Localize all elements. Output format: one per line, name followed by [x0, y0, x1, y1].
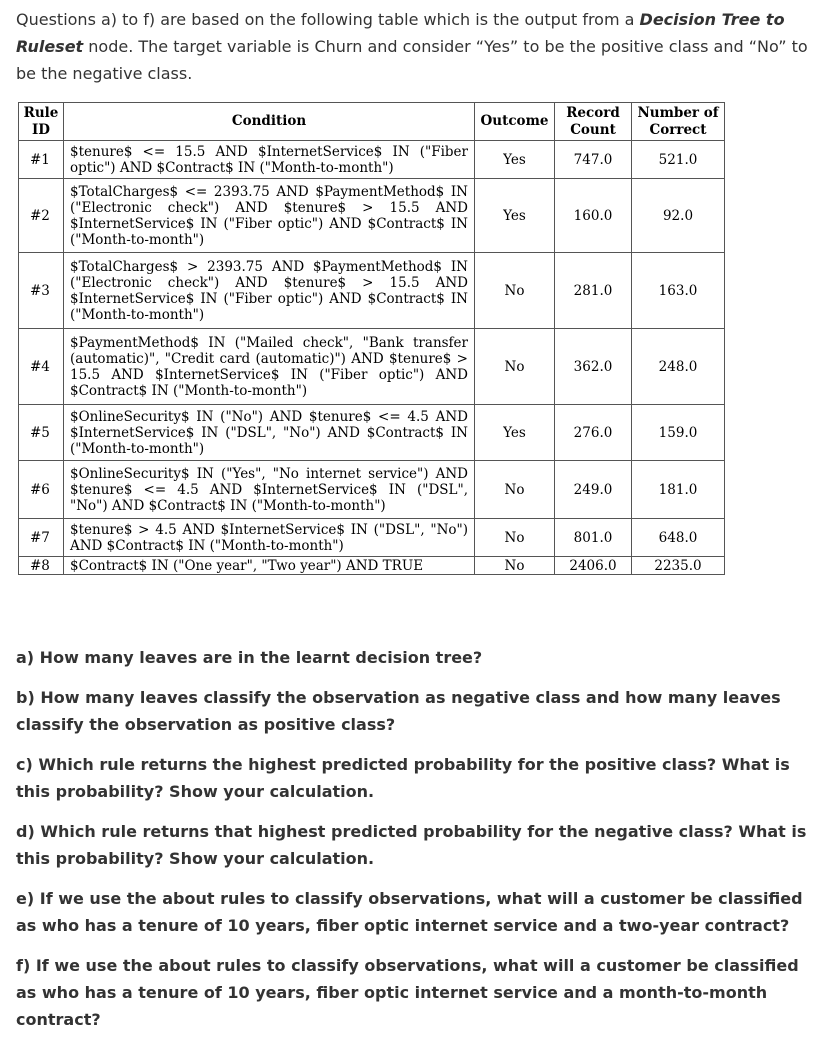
rule-outcome: No — [475, 519, 555, 557]
table-row — [19, 557, 725, 575]
rule-number-correct: 521.0 — [632, 141, 725, 179]
rule-condition: $TotalCharges$ <= 2393.75 AND $PaymentMethod$ IN ("Electronic check") AND $tenure$ > 15.5 AND $InternetService$ IN ("Fiber optic") AND $Contract$ IN ("Month-to-month") — [64, 179, 475, 253]
table-header-row — [19, 103, 725, 141]
rule-number-correct: 159.0 — [632, 405, 725, 461]
table-row — [19, 253, 725, 329]
header-rule-id: Rule ID — [19, 103, 64, 141]
rule-outcome: No — [475, 557, 555, 575]
rule-number-correct: 248.0 — [632, 329, 725, 405]
header-outcome: Outcome — [475, 103, 555, 141]
rule-record-count: 2406.0 — [555, 557, 632, 575]
rule-condition: $tenure$ <= 15.5 AND $InternetService$ IN ("Fiber optic") AND $Contract$ IN ("Month-to-month") — [64, 141, 475, 179]
rule-record-count: 801.0 — [555, 519, 632, 557]
rule-record-count: 160.0 — [555, 179, 632, 253]
rule-outcome: No — [475, 253, 555, 329]
rule-record-count: 362.0 — [555, 329, 632, 405]
rule-record-count: 281.0 — [555, 253, 632, 329]
rule-outcome: No — [475, 461, 555, 519]
rule-condition: $tenure$ > 4.5 AND $InternetService$ IN ("DSL", "No") AND $Contract$ IN ("Month-to-month") — [64, 519, 475, 557]
rule-id: #8 — [19, 557, 64, 575]
rule-condition: $PaymentMethod$ IN ("Mailed check", "Bank transfer (automatic)", "Credit card (automatic)") AND $tenure$ > 15.5 AND $InternetService$ IN ("Fiber optic") AND $Contract$ IN ("Month-to-month") — [64, 329, 475, 405]
intro-paragraph — [16, 6, 811, 87]
question-f: f) If we use the about rules to classify observations, what will a customer be classified as who has a tenure of 10 years, fiber optic internet service and a month-to-month contract? — [16, 956, 799, 1029]
question-a: a) How many leaves are in the learnt decision tree? — [16, 648, 483, 667]
rule-outcome: Yes — [475, 405, 555, 461]
table-row — [19, 519, 725, 557]
rule-id: #3 — [19, 253, 64, 329]
table-row — [19, 179, 725, 253]
rule-number-correct: 2235.0 — [632, 557, 725, 575]
rule-id: #1 — [19, 141, 64, 179]
rule-number-correct: 92.0 — [632, 179, 725, 253]
rule-condition: $OnlineSecurity$ IN ("No") AND $tenure$ <= 4.5 AND $InternetService$ IN ("DSL", "No") AND $Contract$ IN ("Month-to-month") — [64, 405, 475, 461]
rule-id: #4 — [19, 329, 64, 405]
question-e: e) If we use the about rules to classify observations, what will a customer be classified as who has a tenure of 10 years, fiber optic internet service and a two-year contract? — [16, 889, 803, 935]
intro-text-part1: Questions a) to f) are based on the following table which is the output from a — [16, 10, 640, 29]
rule-condition: $TotalCharges$ > 2393.75 AND $PaymentMethod$ IN ("Electronic check") AND $tenure$ > 15.5 AND $InternetService$ IN ("Fiber optic") AND $Contract$ IN ("Month-to-month") — [64, 253, 475, 329]
table-row — [19, 329, 725, 405]
rule-record-count: 747.0 — [555, 141, 632, 179]
rule-condition: $OnlineSecurity$ IN ("Yes", "No internet service") AND $tenure$ <= 4.5 AND $InternetService$ IN ("DSL", "No") AND $Contract$ IN ("Month-to-month") — [64, 461, 475, 519]
rule-number-correct: 181.0 — [632, 461, 725, 519]
question-b: b) How many leaves classify the observation as negative class and how many leaves classify the observation as positive class? — [16, 688, 781, 734]
table-row — [19, 461, 725, 519]
rule-id: #2 — [19, 179, 64, 253]
ruleset-table — [18, 102, 725, 575]
node-name: Decision Tree to Ruleset — [16, 10, 785, 56]
rule-number-correct: 648.0 — [632, 519, 725, 557]
rule-condition: $Contract$ IN ("One year", "Two year") AND TRUE — [64, 557, 475, 575]
table-row — [19, 141, 725, 179]
header-record-count: Record Count — [555, 103, 632, 141]
rule-id: #7 — [19, 519, 64, 557]
header-condition: Condition — [64, 103, 475, 141]
question-d: d) Which rule returns that highest predicted probability for the negative class? What is this probability? Show your calculation. — [16, 822, 807, 868]
rule-id: #5 — [19, 405, 64, 461]
intro-text-part2: node. The target variable is Churn and consider “Yes” to be the positive class and “No” to be the negative class. — [16, 37, 808, 83]
table-row — [19, 405, 725, 461]
rule-record-count: 276.0 — [555, 405, 632, 461]
rule-outcome: Yes — [475, 141, 555, 179]
rule-outcome: No — [475, 329, 555, 405]
questions-list — [16, 644, 811, 1046]
question-c: c) Which rule returns the highest predicted probability for the positive class? What is this probability? Show your calculation. — [16, 755, 790, 801]
rule-id: #6 — [19, 461, 64, 519]
rule-record-count: 249.0 — [555, 461, 632, 519]
rule-outcome: Yes — [475, 179, 555, 253]
rule-number-correct: 163.0 — [632, 253, 725, 329]
header-number-correct: Number of Correct — [632, 103, 725, 141]
